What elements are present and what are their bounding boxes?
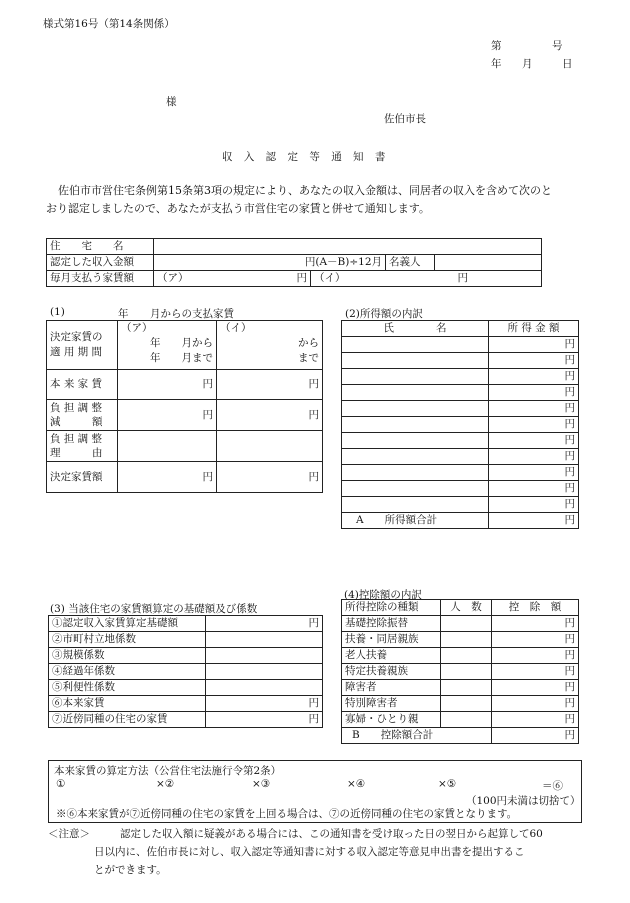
final-rent-label: 決定家賃額 <box>47 462 118 493</box>
table-row: 円 <box>342 401 579 417</box>
table-row: 扶養・同居親族 円 <box>342 632 579 648</box>
col-income: 所 得 金 額 <box>489 321 579 337</box>
rent-a-label: （ア） <box>157 272 189 284</box>
sec1-heading-no: (1) <box>50 306 65 318</box>
caution-line-1: 認定した収入額に疑義がある場合には、この通知書を受け取った日の翌日から起算して60 <box>120 828 543 840</box>
number-dai: 第 <box>491 40 502 52</box>
sec1-heading-rest: 月からの支払家賃 <box>150 308 234 320</box>
table-row: 老人扶養 円 <box>342 648 579 664</box>
table-row: 円 <box>342 497 579 513</box>
table-row: 円 <box>342 353 579 369</box>
formula-term-2: ×② <box>156 778 175 790</box>
table-row: 障害者 円 <box>342 680 579 696</box>
rent-i-yen: 円 <box>457 272 468 284</box>
table-row: 寡婦・ひとり親 円 <box>342 712 579 728</box>
reason-a <box>118 431 217 462</box>
income-total-label: A 所得額合計 <box>342 513 489 529</box>
table-row: ⑤利便性係数 <box>49 680 323 696</box>
sec1-table <box>46 320 323 493</box>
table-row: 円 <box>342 337 579 353</box>
housing-name-label: 住 宅 名 <box>47 239 154 255</box>
formula-term-1: ① <box>56 778 66 790</box>
formula-term-3: ×③ <box>252 778 271 790</box>
income-value: 円(A－B)÷12月 <box>154 255 386 271</box>
date-day: 日 <box>562 58 573 70</box>
period-i: （イ） から まで <box>217 321 323 370</box>
addressee-sama: 様 <box>166 96 177 108</box>
base-rent-i: 円 <box>217 370 323 400</box>
final-rent-a: 円 <box>118 462 217 493</box>
income-breakdown-table <box>341 320 579 529</box>
income-total-yen: 円 <box>489 513 579 529</box>
table-row: ④経過年係数 <box>49 664 323 680</box>
monthly-rent-label: 毎月支払う家賃額 <box>47 271 154 287</box>
table-row: 特定扶養親族 円 <box>342 664 579 680</box>
table-row: 円 <box>342 433 579 449</box>
formula-term-5: ×⑤ <box>438 778 457 790</box>
table-row: 円 <box>342 449 579 465</box>
body-line-2: おり認定しましたので、あなたが支払う市営住宅の家賃と併せて通知します。 <box>46 202 430 215</box>
rent-a-yen: 円 <box>296 272 307 284</box>
summary-table <box>46 238 542 287</box>
formula-term-6: ＝⑥ <box>542 780 563 792</box>
formula-term-4: ×④ <box>347 778 366 790</box>
reduction-label: 負 担 調 整 減 額 <box>47 400 118 431</box>
housing-name-value <box>154 239 542 255</box>
deduction-table <box>341 599 579 744</box>
caution-label: ＜注意＞ <box>48 828 90 840</box>
table-row: ①認定収入家賃算定基礎額 円 <box>49 616 323 632</box>
base-rent-label: 本 来 家 賃 <box>47 370 118 400</box>
formula-heading: 本来家賃の算定方法（公営住宅法施行令第2条） <box>54 765 282 777</box>
col-count: 人 数 <box>441 600 492 616</box>
caution-line-2: 日以内に、佐伯市長に対し、収入認定等通知書に対する収入認定等意見申出書を提出するこ <box>94 846 525 858</box>
basis-table <box>48 615 323 728</box>
date-year: 年 <box>491 58 502 70</box>
base-rent-a: 円 <box>118 370 217 400</box>
sec2-heading: (2)所得額の内訳 <box>345 308 423 320</box>
body-line-1: 佐伯市市営住宅条例第15条第3項の規定により、あなたの収入金額は、同居者の収入を含めて次のと <box>58 184 552 197</box>
date-month: 月 <box>522 58 533 70</box>
reason-i <box>217 431 323 462</box>
table-row: 円 <box>342 465 579 481</box>
period-a: （ア） 年 月から 年 月まで <box>118 321 217 370</box>
issuer: 佐伯市長 <box>384 113 426 125</box>
sec4-heading: (4)控除額の内訳 <box>344 589 422 601</box>
table-row: ⑥本来家賃 円 <box>49 696 323 712</box>
sec3-heading: (3) 当該住宅の家賃額算定の基礎額及び係数 <box>50 603 258 615</box>
reason-label: 負 担 調 整 理 由 <box>47 431 118 462</box>
table-row: ②市町村立地係数 <box>49 632 323 648</box>
col-deduction-amount: 控 除 額 <box>492 600 579 616</box>
col-deduction-type: 所得控除の種類 <box>342 600 441 616</box>
table-row: 円 <box>342 369 579 385</box>
income-label: 認定した収入金額 <box>47 255 154 271</box>
deduction-total-label: B 控除額合計 <box>342 728 492 744</box>
table-row: ⑦近傍同種の住宅の家賃 円 <box>49 712 323 728</box>
table-row: 円 <box>342 481 579 497</box>
caution-line-3: とができます。 <box>94 864 167 876</box>
nominee-value <box>435 255 542 271</box>
final-rent-i: 円 <box>217 462 323 493</box>
deduction-total-yen: 円 <box>492 728 579 744</box>
table-row: 基礎控除振替 円 <box>342 616 579 632</box>
form-number: 様式第16号（第14条関係） <box>43 18 175 30</box>
table-row: 円 <box>342 417 579 433</box>
formula-note: ※⑥本来家賃が⑦近傍同種の住宅の家賃を上回る場合は、⑦の近傍同種の住宅の家賃となります。 <box>56 808 518 820</box>
reduction-i: 円 <box>217 400 323 431</box>
formula-rounding: （100円未満は切捨て） <box>466 795 581 807</box>
reduction-a: 円 <box>118 400 217 431</box>
col-name: 氏 名 <box>342 321 489 337</box>
period-label: 決定家賃の 適 用 期 間 <box>47 321 118 370</box>
table-row: ③規模係数 <box>49 648 323 664</box>
sec1-heading-year: 年 <box>118 308 129 320</box>
nominee-label: 名義人 <box>386 255 435 271</box>
table-row: 円 <box>342 385 579 401</box>
table-row: 特別障害者 円 <box>342 696 579 712</box>
document-title: 収 入 認 定 等 通 知 書 <box>222 151 390 163</box>
number-go: 号 <box>552 40 563 52</box>
rent-i-label: （イ） <box>314 272 346 284</box>
